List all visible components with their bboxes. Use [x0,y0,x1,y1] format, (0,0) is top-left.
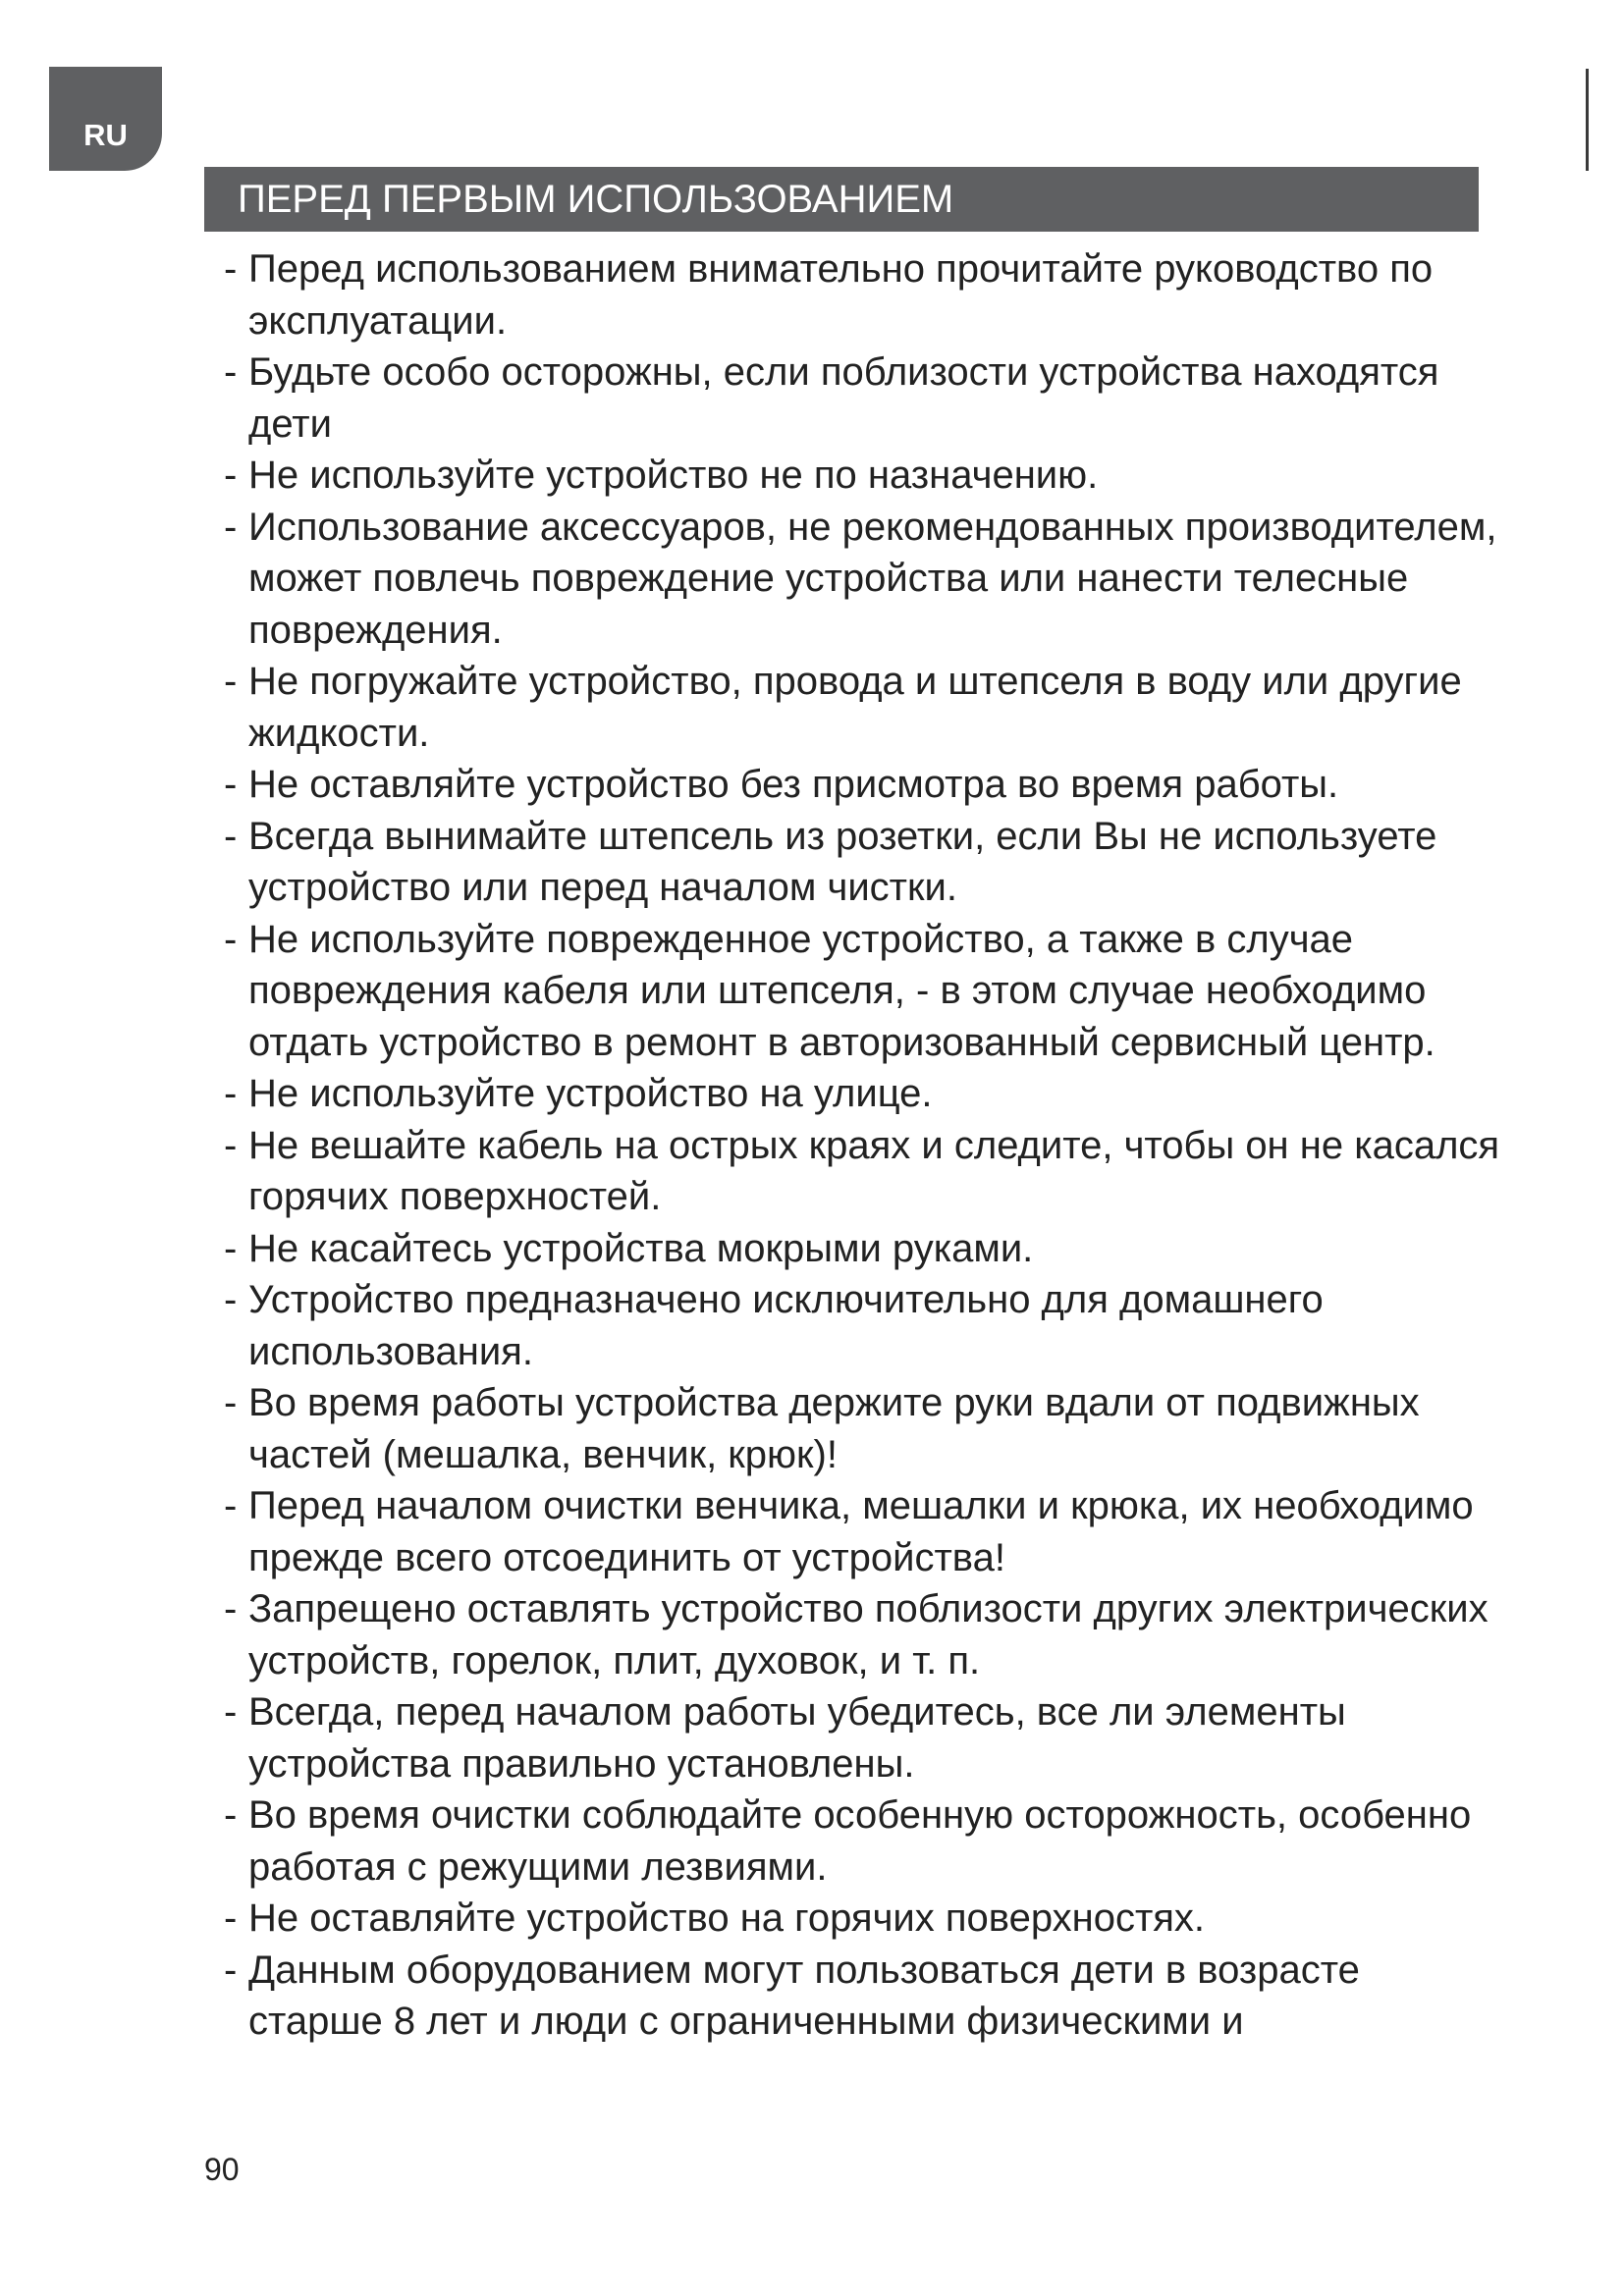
bullet-dash: - [224,1948,238,1992]
list-item [224,1583,1500,1686]
bullet-dash: - [224,1278,238,1321]
list-item-text: Не оставляйте устройство на горячих поверхностях. [248,1896,1206,1940]
list-item-text: Использование аксессуаров, не рекомендованных производителем, может повлечь повреждение устройства или нанести телесные повреждения. [248,505,1497,652]
list-item-text: Не касайтесь устройства мокрыми руками. [248,1226,1034,1270]
list-item-text: Устройство предназначено исключительно для домашнего использования. [248,1278,1324,1373]
safety-instructions-list [224,243,1500,2048]
section-title: ПЕРЕД ПЕРВЫМ ИСПОЛЬЗОВАНИЕМ [238,178,954,221]
section-header [204,167,1479,232]
page-number: 90 [204,2152,240,2187]
page-edge-line [1586,69,1589,171]
list-item-text: Будьте особо осторожны, если поблизости устройства находятся дети [248,350,1439,446]
list-item-text: Всегда вынимайте штепсель из розетки, если Вы не используете устройство или перед началом чистки. [248,814,1437,909]
list-item-text: Не вешайте кабель на острых краях и следите, чтобы он не касался горячих поверхностей. [248,1123,1500,1218]
list-item [224,1120,1500,1223]
list-item [224,1223,1500,1275]
language-tab [49,67,162,171]
bullet-dash: - [224,1226,238,1270]
list-item [224,759,1500,811]
bullet-dash: - [224,1072,238,1115]
bullet-dash: - [224,1484,238,1527]
list-item-text: Не погружайте устройство, провода и штепселя в воду или другие жидкости. [248,660,1462,755]
bullet-dash: - [224,1793,238,1837]
bullet-dash: - [224,763,238,806]
list-item-text: Данным оборудованием могут пользоваться дети в возрасте старше 8 лет и люди с ограниченными физическими и [248,1948,1360,2043]
list-item [224,1945,1500,2048]
bullet-dash: - [224,1690,238,1734]
list-item-text: Не используйте устройство на улице. [248,1072,933,1115]
list-item-text: Всегда, перед началом работы убедитесь, все ли элементы устройства правильно установлены. [248,1690,1346,1786]
language-code: RU [83,118,128,152]
list-item [224,1068,1500,1120]
list-item-text: Во время очистки соблюдайте особенную осторожность, особенно работая с режущими лезвиями. [248,1793,1472,1889]
bullet-dash: - [224,660,238,703]
bullet-dash: - [224,247,238,291]
list-item [224,243,1500,347]
list-item-text: Запрещено оставлять устройство поблизости других электрических устройств, горелок, плит, духовок, и т. п. [248,1587,1489,1682]
list-item [224,1377,1500,1480]
bullet-dash: - [224,917,238,961]
list-item-text: Не используйте поврежденное устройство, а также в случае повреждения кабеля или штепселя, - в этом случае необходимо отдать устройство в ремонт в авторизованный сервисный центр. [248,917,1435,1064]
list-item-text: Перед использованием внимательно прочитайте руководство по эксплуатации. [248,247,1434,343]
list-item [224,811,1500,914]
bullet-dash: - [224,505,238,549]
list-item-text: Не используйте устройство не по назначению. [248,454,1099,497]
bullet-dash: - [224,1587,238,1630]
bullet-dash: - [224,1896,238,1940]
list-item [224,1893,1500,1945]
list-item-text: Не оставляйте устройство без присмотра во время работы. [248,763,1339,806]
list-item [224,1274,1500,1377]
bullet-dash: - [224,1381,238,1424]
list-item-text: Перед началом очистки венчика, мешалки и крюка, их необходимо прежде всего отсоединить от устройства! [248,1484,1474,1579]
bullet-dash: - [224,350,238,394]
list-item [224,347,1500,450]
list-item [224,1480,1500,1583]
bullet-dash: - [224,454,238,497]
bullet-dash: - [224,1123,238,1167]
list-item [224,450,1500,502]
list-item-text: Во время работы устройства держите руки вдали от подвижных частей (мешалка, венчик, крюк)! [248,1381,1420,1476]
list-item [224,656,1500,759]
list-item [224,502,1500,657]
bullet-dash: - [224,814,238,858]
list-item [224,1789,1500,1893]
list-item [224,914,1500,1069]
list-item [224,1686,1500,1789]
